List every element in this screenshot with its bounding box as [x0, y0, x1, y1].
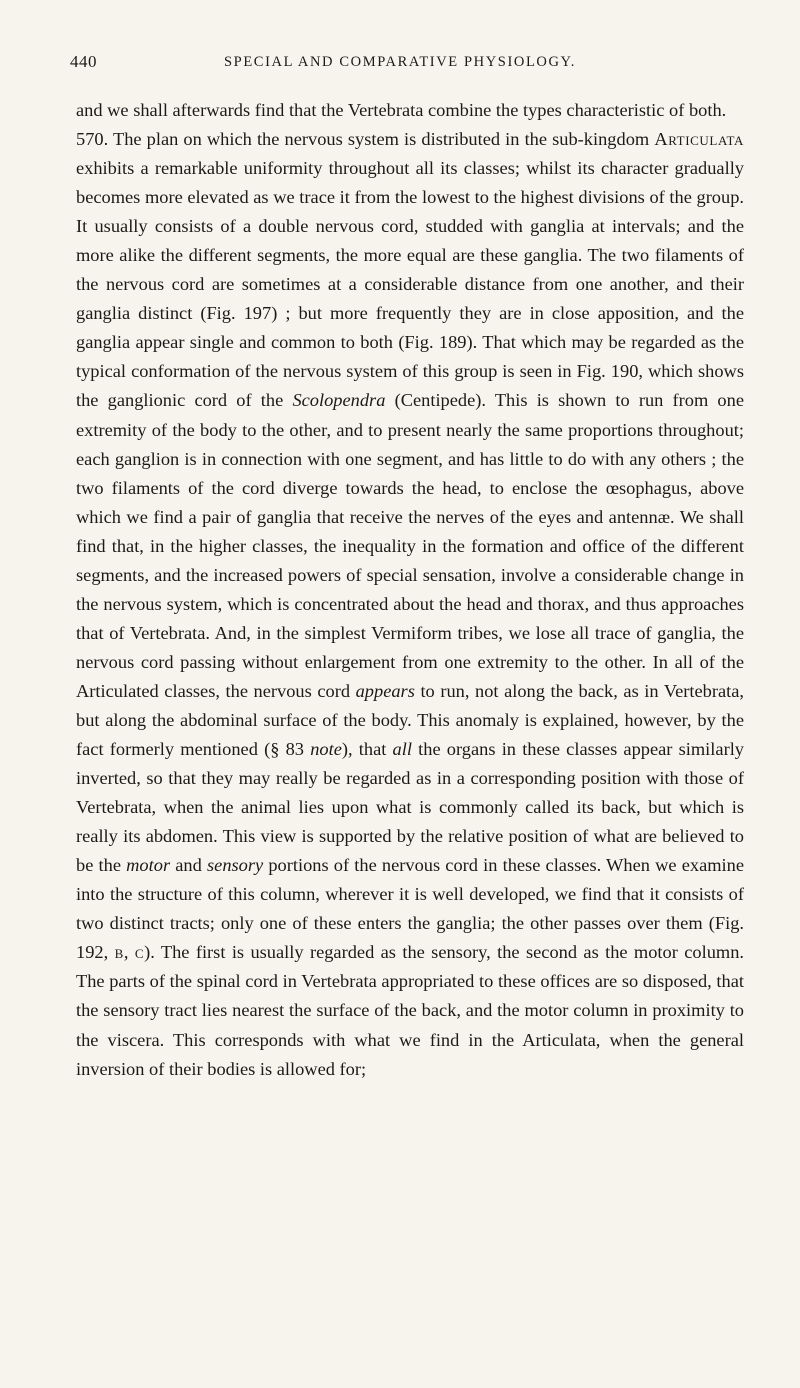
figure-letter: b — [114, 942, 124, 963]
paragraph-570 — [76, 125, 744, 1084]
paragraph-continuation — [76, 96, 744, 125]
text-run: portions of the nervous cord in these classes. When we examine into the structure of this column, wherever it is well developed, we find that it consists of two distinct tracts; only one of these enters the ganglia; the other passes over them (Fig. 192, — [76, 855, 745, 963]
italic-term: motor — [126, 855, 171, 876]
figure-letter: c — [134, 942, 145, 963]
italic-term: sensory — [207, 855, 264, 876]
text-run: The plan on which the nervous system is distributed in the sub-kingdom — [108, 129, 655, 150]
text-run: (Centipede). This is shown to run from one extremity of the body to the other, and to present nearly the same proportions throughout; each ganglion is in connection with one segment, and has little to do with any others ; the two filaments of the cord diverge towards the head, to enclose the œsophagus, above which we find a pair of ganglia that receive the nerves of the eyes and antennæ. We shall find that, in the higher classes, the inequality in the formation and office of the different segments, and the increased powers of special sensation, involve a considerable change in the nervous system, which is concentrated about the head and thorax, and thus approaches that of Vertebrata. And, in the simplest Vermiform tribes, we lose all trace of ganglia, the nervous cord passing without enlargement from one extremity to the other. In all of the Articulated classes, the nervous cord — [76, 390, 744, 701]
italic-term: all — [392, 739, 412, 760]
italic-term: note — [310, 739, 342, 760]
text-run: , — [123, 942, 135, 963]
italic-term: appears — [355, 680, 415, 701]
text-run: ), that — [341, 739, 393, 760]
text-run: and — [170, 855, 207, 876]
section-number: 570. — [76, 129, 109, 150]
page-number: 440 — [70, 52, 97, 71]
page-header — [70, 52, 730, 76]
small-caps-term: Articulata — [654, 129, 744, 150]
body-text — [76, 96, 744, 1084]
text-run: to run, not along the back, as in Vertebrata, but along the abdominal surface of the body. This anomaly is explained, however, by the fact formerly mentioned (§ 83 — [76, 680, 744, 760]
paragraph-text: and we shall afterwards find that the Vertebrata combine the types characteristic of both. — [76, 100, 727, 120]
running-head: SPECIAL AND COMPARATIVE PHYSIOLOGY. — [224, 54, 576, 70]
text-run: the organs in these classes appear similarly inverted, so that they may really be regarded as in a corresponding position with those of Vertebrata, when the animal lies upon what is commonly called its back, but which is really its abdomen. This view is supported by the relative position of what are believed to be the — [76, 739, 744, 876]
text-run: ). The first is usually regarded as the sensory, the second as the motor column. The parts of the spinal cord in Vertebrata appropriated to these offices are so disposed, that the sensory tract lies nearest the surface of the back, and the motor column in proximity to the viscera. This corresponds with what we find in the Articulata, when the general inversion of their bodies is allowed for; — [76, 942, 744, 1079]
text-run: exhibits a remarkable uniformity throughout all its classes; whilst its character gradually becomes more elevated as we trace it from the lowest to the highest divisions of the group. It usually consists of a double nervous cord, studded with ganglia at intervals; and the more alike the different segments, the more equal are these ganglia. The two filaments of the nervous cord are sometimes at a considerable distance from one another, and their ganglia distinct (Fig. 197) ; but more frequently they are in close apposition, and the ganglia appear single and common to both (Fig. 189). That which may be regarded as the typical conformation of the nervous system of this group is seen in Fig. 190, which shows the ganglionic cord of the — [76, 158, 744, 411]
italic-term: Scolopendra — [292, 390, 386, 411]
